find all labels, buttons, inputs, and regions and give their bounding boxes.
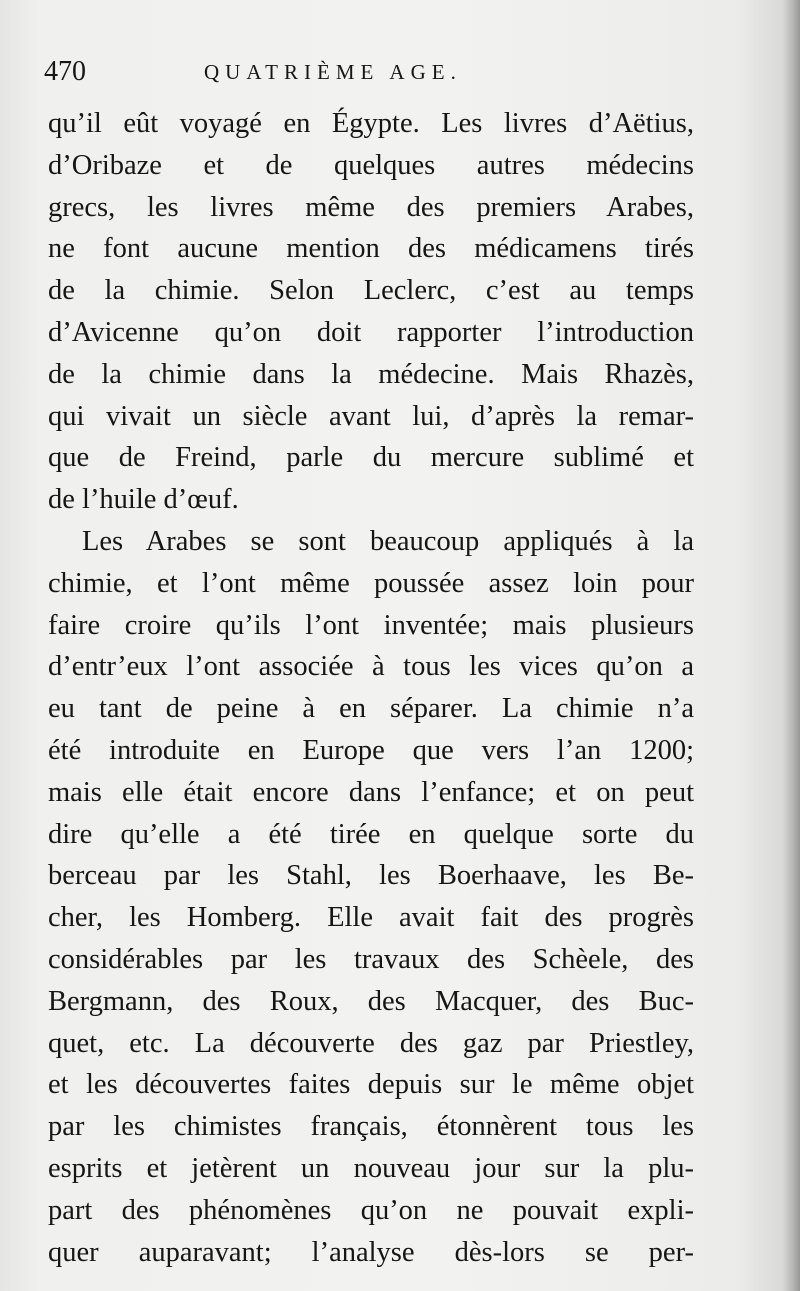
page-edge-shadow — [782, 0, 800, 1291]
page-number: 470 — [44, 56, 86, 87]
paragraph-1 — [48, 103, 694, 521]
text-line: d’entr’eux l’ont associée à tous les vices qu’on a — [48, 651, 694, 683]
text-line: d’Avicenne qu’on doit rapporter l’introduction — [48, 316, 694, 348]
text-line: dire qu’elle a été tirée en quelque sorte du — [48, 818, 694, 850]
text-line: été introduite en Europe que vers l’an 1200; — [48, 734, 694, 766]
text-line: faire croire qu’ils l’ont inventée; mais plusieurs — [48, 609, 694, 641]
text-line: par les chimistes français, étonnèrent tous les — [48, 1111, 694, 1143]
paragraph-2 — [48, 521, 694, 1273]
body-text — [48, 103, 694, 1273]
running-head — [44, 50, 744, 94]
text-line: considérables par les travaux des Schèele, des — [48, 943, 694, 975]
text-line: part des phénomènes qu’on ne pouvait expli- — [48, 1194, 694, 1226]
running-title: QUATRIÈME AGE. — [204, 60, 462, 84]
text-line: qu’il eût voyagé en Égypte. Les livres d’Aëtius, — [48, 108, 694, 139]
text-line: grecs, les livres même des premiers Arabes, — [48, 191, 694, 223]
text-line: berceau par les Stahl, les Boerhaave, les Be- — [48, 860, 694, 892]
text-line: de la chimie. Selon Leclerc, c’est au temps — [48, 275, 694, 307]
text-line: eu tant de peine à en séparer. La chimie n’a — [48, 693, 694, 725]
text-line: mais elle était encore dans l’enfance; et on peut — [48, 776, 694, 808]
text-line: de la chimie dans la médecine. Mais Rhazès, — [48, 358, 694, 390]
text-line: ne font aucune mention des médicamens tirés — [48, 233, 694, 265]
text-line: Les Arabes se sont beaucoup appliqués à la — [82, 525, 694, 557]
text-line: qui vivait un siècle avant lui, d’après la remar- — [48, 400, 694, 432]
text-line: que de Freind, parle du mercure sublimé et — [48, 442, 694, 474]
text-line: et les découvertes faites depuis sur le même objet — [48, 1069, 694, 1101]
text-line: chimie, et l’ont même poussée assez loin pour — [48, 567, 694, 599]
text-line: quet, etc. La découverte des gaz par Priestley, — [48, 1027, 694, 1059]
text-line: Bergmann, des Roux, des Macquer, des Buc- — [48, 985, 694, 1017]
text-line: cher, les Homberg. Elle avait fait des progrès — [48, 902, 694, 934]
text-line: quer auparavant; l’analyse dès-lors se per- — [48, 1236, 694, 1268]
text-line: esprits et jetèrent un nouveau jour sur la plu- — [48, 1152, 694, 1184]
text-line: de l’huile d’œuf. — [48, 484, 239, 516]
text-line: d’Oribaze et de quelques autres médecins — [48, 149, 694, 181]
